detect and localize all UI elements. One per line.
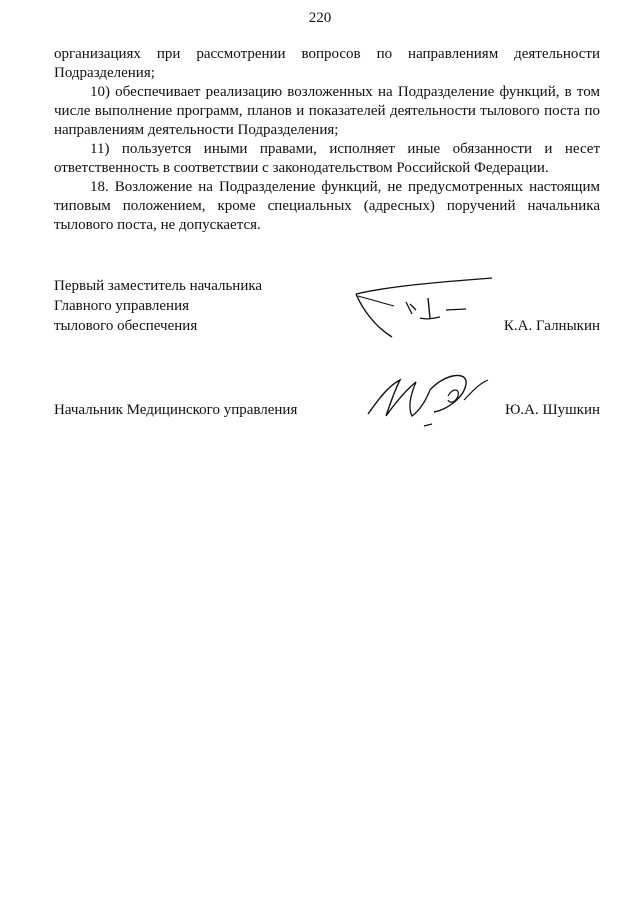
document-body bbox=[54, 45, 600, 235]
page-number: 220 bbox=[308, 10, 332, 26]
paragraph-item-10: 10) обеспечивает реализацию возложенных на Подразделение функций, в том числе выполнение программ, планов и показателей деятельности тылового поста по направлениям деятельности Подразделения; bbox=[54, 84, 600, 138]
handwritten-signature-icon bbox=[350, 274, 500, 340]
signatory-name: Ю.А. Шушкин bbox=[504, 402, 600, 418]
signature-block-medical-head bbox=[54, 400, 600, 424]
paragraph-item-11: 11) пользуется иными правами, исполняет иные обязанности и несет ответственность в соответствии с законодательством Российской Федерации. bbox=[54, 141, 600, 176]
signatory-title-line: тылового обеспечения bbox=[54, 318, 198, 334]
handwritten-signature-icon bbox=[364, 370, 504, 436]
signature-block-first-deputy bbox=[54, 276, 600, 340]
paragraph-continuation: организациях при рассмотрении вопросов по направлениям деятельности Подразделения; bbox=[54, 46, 600, 81]
paragraph-clause-18: 18. Возложение на Подразделение функций, не предусмотренных настоящим типовым положением, кроме специальных (адресных) поручений начальника тылового поста, не допускается. bbox=[54, 179, 600, 233]
signatory-title-line: Главного управления bbox=[54, 298, 189, 314]
signatory-title-line: Первый заместитель начальника bbox=[54, 278, 263, 294]
signatory-title-line: Начальник Медицинского управления bbox=[54, 402, 298, 418]
signatory-name: К.А. Галныкин bbox=[503, 318, 600, 334]
